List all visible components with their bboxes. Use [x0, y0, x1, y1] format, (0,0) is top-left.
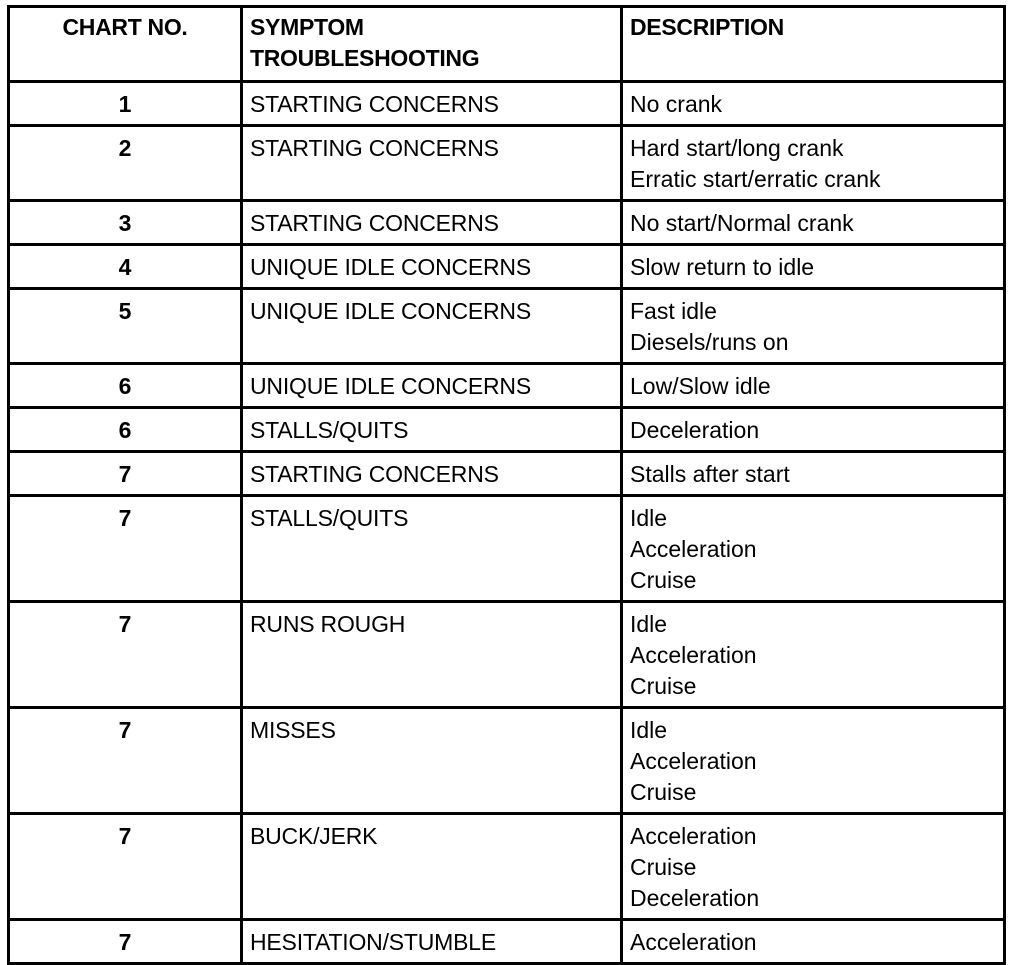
- chart-number: 4: [118, 254, 132, 280]
- symptom-text: UNIQUE IDLE CONCERNS: [250, 373, 531, 399]
- description-cell: [622, 452, 1005, 496]
- description-cell: [622, 126, 1005, 201]
- chart-number: 6: [118, 417, 132, 443]
- chart-number-cell: [9, 920, 242, 964]
- symptom-cell: [242, 920, 622, 964]
- description-line: No crank: [630, 91, 723, 117]
- chart-number: 7: [118, 461, 132, 487]
- chart-number-cell: [9, 245, 242, 289]
- description-line: Idle: [630, 505, 668, 531]
- chart-number-cell: [9, 814, 242, 920]
- symptom-cell: [242, 708, 622, 814]
- symptom-cell: [242, 289, 622, 364]
- description-line: Slow return to idle: [630, 254, 815, 280]
- table-row: [9, 245, 1005, 289]
- table-row: [9, 920, 1005, 964]
- symptom-text: HESITATION/STUMBLE: [250, 929, 497, 955]
- chart-number-cell: [9, 496, 242, 602]
- description-cell: [622, 708, 1005, 814]
- description-line: Diesels/runs on: [630, 329, 789, 355]
- symptom-cell: [242, 82, 622, 126]
- chart-number-cell: [9, 364, 242, 408]
- troubleshooting-chart-sheet: [7, 5, 1003, 958]
- description-line: Erratic start/erratic crank: [630, 166, 881, 192]
- description-line: Stalls after start: [630, 461, 790, 487]
- description-cell: [622, 82, 1005, 126]
- table-row: [9, 289, 1005, 364]
- chart-number: 1: [118, 91, 132, 117]
- description-cell: [622, 201, 1005, 245]
- description-line: Acceleration: [630, 929, 757, 955]
- description-line: Idle: [630, 717, 668, 743]
- symptom-cell: [242, 814, 622, 920]
- table-row: [9, 364, 1005, 408]
- symptom-cell: [242, 126, 622, 201]
- description-cell: [622, 364, 1005, 408]
- table-row: [9, 708, 1005, 814]
- description-line: Fast idle: [630, 298, 717, 324]
- description-line: Hard start/long crank: [630, 135, 844, 161]
- symptom-text: STALLS/QUITS: [250, 417, 409, 443]
- description-line: Acceleration: [630, 748, 757, 774]
- symptom-text: STALLS/QUITS: [250, 505, 409, 531]
- symptom-text: UNIQUE IDLE CONCERNS: [250, 298, 531, 324]
- description-line: Low/Slow idle: [630, 373, 771, 399]
- description-cell: [622, 408, 1005, 452]
- description-line: Acceleration: [630, 536, 757, 562]
- symptom-cell: [242, 602, 622, 708]
- table-row: [9, 602, 1005, 708]
- header-symptom-line2: TROUBLESHOOTING: [250, 45, 480, 71]
- header-chart-no: [9, 7, 242, 82]
- description-line: Deceleration: [630, 417, 760, 443]
- symptom-cell: [242, 408, 622, 452]
- description-cell: [622, 920, 1005, 964]
- chart-number: 2: [118, 135, 132, 161]
- header-symptom: [242, 7, 622, 82]
- chart-number: 7: [118, 611, 132, 637]
- header-chart-no-label: CHART NO.: [62, 14, 188, 40]
- description-line: No start/Normal crank: [630, 210, 854, 236]
- symptom-text: STARTING CONCERNS: [250, 461, 499, 487]
- description-cell: [622, 245, 1005, 289]
- symptom-text: RUNS ROUGH: [250, 611, 406, 637]
- header-description-label: DESCRIPTION: [630, 14, 784, 40]
- table-row: [9, 452, 1005, 496]
- chart-number-cell: [9, 708, 242, 814]
- symptom-text: BUCK/JERK: [250, 823, 378, 849]
- chart-number: 7: [118, 717, 132, 743]
- header-symptom-line1: SYMPTOM: [250, 14, 364, 40]
- chart-number-cell: [9, 602, 242, 708]
- symptom-text: MISSES: [250, 717, 336, 743]
- symptom-text: STARTING CONCERNS: [250, 91, 499, 117]
- symptom-cell: [242, 201, 622, 245]
- table-body: [9, 82, 1005, 964]
- chart-number-cell: [9, 201, 242, 245]
- description-cell: [622, 289, 1005, 364]
- table-row: [9, 201, 1005, 245]
- description-line: Cruise: [630, 567, 697, 593]
- header-row: [9, 7, 1005, 82]
- description-cell: [622, 602, 1005, 708]
- chart-number: 6: [118, 373, 132, 399]
- chart-number: 7: [118, 929, 132, 955]
- description-cell: [622, 814, 1005, 920]
- table-row: [9, 408, 1005, 452]
- description-line: Idle: [630, 611, 668, 637]
- chart-number: 7: [118, 823, 132, 849]
- troubleshooting-table: [7, 5, 1006, 965]
- table-row: [9, 814, 1005, 920]
- chart-number-cell: [9, 289, 242, 364]
- description-line: Acceleration: [630, 642, 757, 668]
- description-line: Cruise: [630, 673, 697, 699]
- symptom-cell: [242, 452, 622, 496]
- symptom-text: STARTING CONCERNS: [250, 135, 499, 161]
- table-row: [9, 126, 1005, 201]
- chart-number-cell: [9, 408, 242, 452]
- header-description: [622, 7, 1005, 82]
- symptom-cell: [242, 496, 622, 602]
- chart-number: 3: [118, 210, 132, 236]
- table-row: [9, 496, 1005, 602]
- description-cell: [622, 496, 1005, 602]
- chart-number: 7: [118, 505, 132, 531]
- chart-number-cell: [9, 452, 242, 496]
- chart-number-cell: [9, 126, 242, 201]
- description-line: Cruise: [630, 854, 697, 880]
- chart-number: 5: [118, 298, 132, 324]
- description-line: Cruise: [630, 779, 697, 805]
- symptom-cell: [242, 364, 622, 408]
- table-row: [9, 82, 1005, 126]
- chart-number-cell: [9, 82, 242, 126]
- description-line: Deceleration: [630, 885, 760, 911]
- symptom-text: UNIQUE IDLE CONCERNS: [250, 254, 531, 280]
- symptom-cell: [242, 245, 622, 289]
- description-line: Acceleration: [630, 823, 757, 849]
- symptom-text: STARTING CONCERNS: [250, 210, 499, 236]
